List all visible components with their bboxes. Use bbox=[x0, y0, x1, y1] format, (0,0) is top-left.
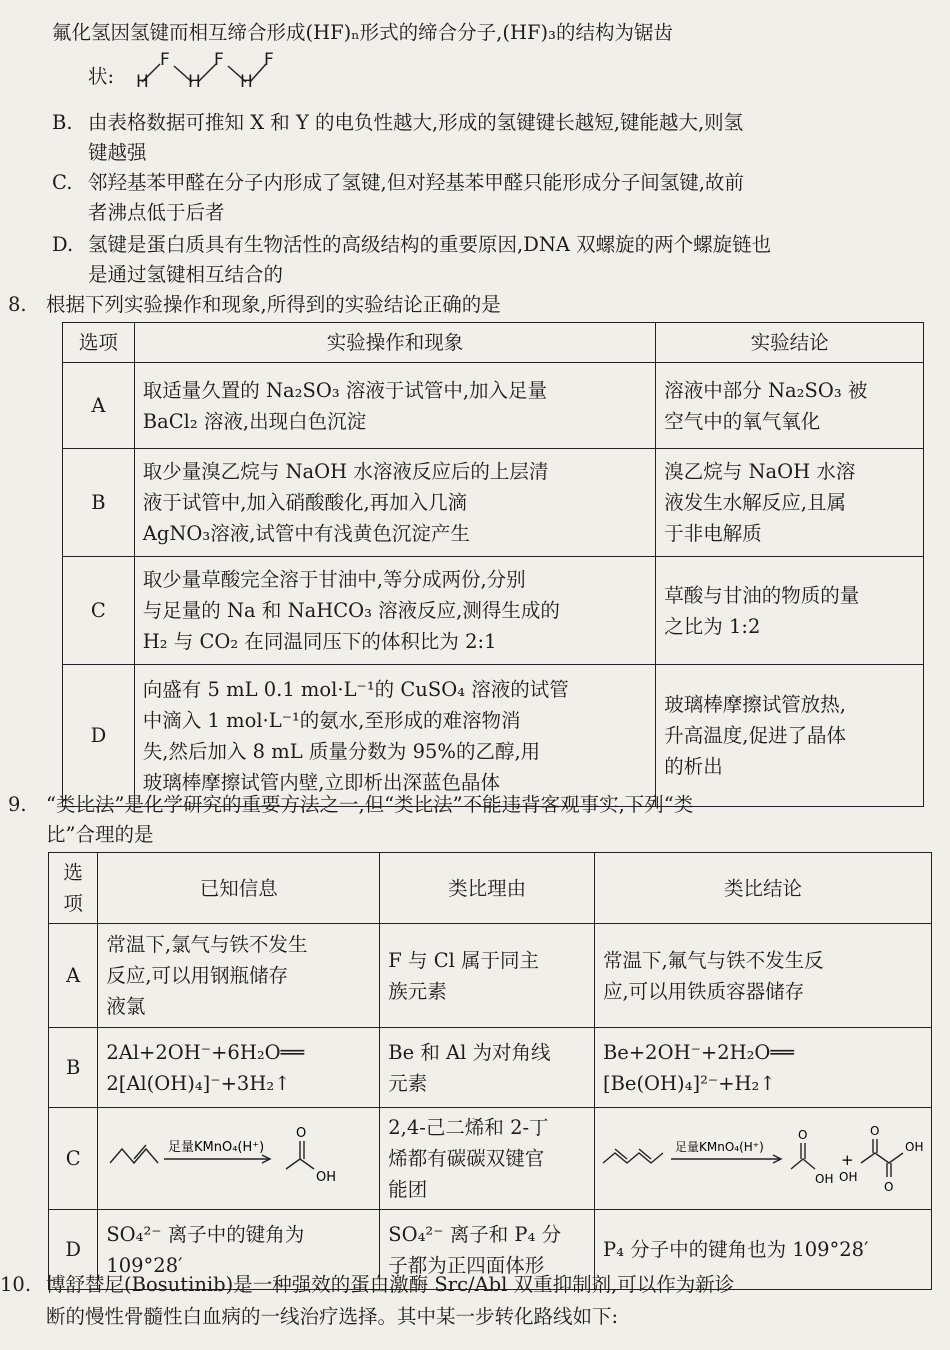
atom-o: O bbox=[883, 1180, 894, 1193]
header-known-info: 已知信息 bbox=[98, 853, 380, 924]
option-cell: A bbox=[63, 363, 135, 449]
info-cell bbox=[98, 924, 380, 1028]
atom-o: O bbox=[296, 1126, 307, 1141]
info-cell bbox=[98, 1108, 380, 1210]
option-cell: B bbox=[49, 1028, 98, 1108]
cell-line: 于非电解质 bbox=[664, 522, 762, 545]
plus-sign: + bbox=[840, 1151, 854, 1169]
cell-line: 109°28′ bbox=[106, 1253, 183, 1277]
q7-option-a-line1: 氟化氢因氢键而相互缔合形成(HF)ₙ形式的缔合分子,(HF)₃的结构为锯齿 bbox=[52, 21, 673, 44]
q7-option-d-label: D. bbox=[52, 233, 74, 256]
acetic-acid-skeleton bbox=[286, 1159, 314, 1169]
cell-line: 升高温度,促进了晶体 bbox=[664, 724, 846, 747]
cell-line: F 与 Cl 属于同主 bbox=[388, 948, 540, 972]
cell-line: 失,然后加入 8 mL 质量分数为 95%的乙醇,用 bbox=[142, 739, 541, 763]
operation-cell bbox=[134, 449, 656, 557]
butene-skeleton bbox=[110, 1149, 158, 1163]
q8-number: 8. bbox=[8, 293, 27, 316]
cell-line: 常温下,氯气与铁不发生 bbox=[106, 933, 308, 956]
atom-h: H bbox=[188, 72, 201, 92]
header-conclusion: 实验结论 bbox=[656, 323, 924, 363]
cell-line: 取少量溴乙烷与 NaOH 水溶液反应后的上层清 bbox=[142, 460, 549, 483]
q7-option-c-line1: 邻羟基苯甲醛在分子内形成了氢键,但对羟基苯甲醛只能形成分子间氢键,故前 bbox=[88, 171, 744, 194]
cell-line: 玻璃棒摩擦试管放热, bbox=[664, 693, 846, 716]
header-operation: 实验操作和现象 bbox=[134, 323, 656, 363]
option-cell: C bbox=[63, 557, 135, 665]
table-row bbox=[63, 665, 924, 807]
cell-line: BaCl₂ 溶液,出现白色沉淀 bbox=[142, 409, 367, 433]
q7-option-c-line2: 者沸点低于后者 bbox=[88, 201, 225, 224]
atom-h: H bbox=[136, 72, 149, 92]
atom-o: O bbox=[797, 1128, 808, 1142]
table-row bbox=[63, 557, 924, 665]
header-conclusion: 类比结论 bbox=[594, 853, 931, 924]
cell-line: Be 和 Al 为对角线 bbox=[388, 1040, 551, 1064]
reagent-label: 足量KMnO₄(H⁺) bbox=[168, 1140, 265, 1155]
conclusion-cell bbox=[656, 363, 924, 449]
q7-option-d-line1: 氢键是蛋白质具有生物活性的高级结构的重要原因,DNA 双螺旋的两个螺旋链也 bbox=[88, 233, 772, 256]
table-header-row bbox=[63, 323, 924, 363]
cell-line: 与足量的 Na 和 NaHCO₃ 溶液反应,测得生成的 bbox=[142, 599, 560, 622]
oxalic-acid-skeleton bbox=[861, 1153, 903, 1163]
cell-line: 应,可以用铁质容器储存 bbox=[602, 979, 805, 1003]
info-cell bbox=[98, 1028, 380, 1108]
cell-line: 空气中的氧气氧化 bbox=[664, 409, 821, 433]
q8-stem: 根据下列实验操作和现象,所得到的实验结论正确的是 bbox=[46, 293, 501, 316]
q10-stem-line1: 博舒替尼(Bosutinib)是一种强效的蛋白激酶 Src/Abl 双重抑制剂,可以作为新诊 bbox=[46, 1273, 735, 1296]
cell-line: 溴乙烷与 NaOH 水溶 bbox=[664, 460, 856, 483]
operation-cell bbox=[134, 665, 656, 807]
q7-option-d-line2: 是通过氢键相互结合的 bbox=[88, 263, 284, 286]
cell-line: 2,4-己二烯和 2-丁 bbox=[388, 1116, 549, 1139]
q9-number: 9. bbox=[8, 793, 27, 816]
reason-cell bbox=[380, 1108, 595, 1210]
q7-option-b-line1: 由表格数据可推知 X 和 Y 的电负性越大,形成的氢键键长越短,键能越大,则氢 bbox=[88, 111, 744, 134]
cell-line: H₂ 与 CO₂ 在同温同压下的体积比为 2:1 bbox=[142, 630, 497, 653]
cell-line: 溶液中部分 Na₂SO₃ 被 bbox=[664, 378, 868, 402]
conclusion-cell bbox=[656, 557, 924, 665]
atom-oh: OH bbox=[814, 1172, 834, 1186]
atom-f: F bbox=[160, 50, 170, 70]
operation-cell bbox=[134, 363, 656, 449]
atom-oh: OH bbox=[904, 1140, 924, 1154]
cell-line: 的析出 bbox=[664, 755, 723, 778]
table-row bbox=[63, 363, 924, 449]
atom-o: O bbox=[869, 1124, 880, 1138]
cell-line: 液氯 bbox=[106, 995, 146, 1018]
conclusion-cell bbox=[594, 924, 931, 1028]
q8-table bbox=[62, 322, 924, 807]
hexadiene-skeleton bbox=[603, 1153, 663, 1163]
atom-oh: OH bbox=[838, 1170, 858, 1184]
cell-line: 烯都有碳碳双键官 bbox=[388, 1147, 545, 1170]
q7-option-c-label: C. bbox=[52, 171, 73, 194]
cell-line: 玻璃棒摩擦试管内壁,立即析出深蓝色晶体 bbox=[142, 770, 500, 794]
reagent-label: 足量KMnO₄(H⁺) bbox=[674, 1140, 764, 1154]
cell-line: 常温下,氟气与铁不发生反 bbox=[602, 948, 824, 972]
cell-line: 能团 bbox=[388, 1178, 428, 1201]
atom-f: F bbox=[214, 50, 224, 70]
cell-line: 反应,可以用钢瓶储存 bbox=[106, 964, 289, 987]
reason-cell bbox=[380, 924, 595, 1028]
cell-line: 子都为正四面体形 bbox=[388, 1253, 545, 1277]
hexadiene-oxidation-scheme bbox=[599, 1115, 927, 1193]
cell-line: 元素 bbox=[388, 1071, 428, 1095]
cell-line: 取适量久置的 Na₂SO₃ 溶液于试管中,加入足量 bbox=[142, 378, 548, 402]
conclusion-cell bbox=[656, 449, 924, 557]
cell-line: 液于试管中,加入硝酸酸化,再加入几滴 bbox=[142, 491, 468, 514]
header-reason: 类比理由 bbox=[380, 853, 595, 924]
header-option: 选项 bbox=[49, 853, 98, 924]
cell-line: 取少量草酸完全溶于甘油中,等分成两份,分别 bbox=[142, 568, 526, 591]
cell-line: Be+2OH⁻+2H₂O══ bbox=[602, 1040, 794, 1064]
atom-f: F bbox=[264, 50, 274, 70]
atom-h: H bbox=[240, 72, 253, 92]
option-cell: D bbox=[63, 665, 135, 807]
q9-stem-line2: 比”合理的是 bbox=[46, 823, 154, 846]
cell-line: SO₄²⁻ 离子中的键角为 bbox=[106, 1222, 305, 1246]
table-row bbox=[49, 924, 932, 1028]
table-row bbox=[49, 1028, 932, 1108]
q7-option-b-line2: 键越强 bbox=[88, 141, 147, 164]
reason-cell bbox=[380, 1028, 595, 1108]
q7-option-b-label: B. bbox=[52, 111, 73, 134]
option-cell: B bbox=[63, 449, 135, 557]
acetic-acid-skeleton bbox=[791, 1159, 815, 1169]
operation-cell bbox=[134, 557, 656, 665]
q9-table bbox=[48, 852, 932, 1290]
cell-line: 2Al+2OH⁻+6H₂O══ bbox=[106, 1040, 305, 1064]
table-header-row bbox=[49, 853, 932, 924]
q9-stem-line1: “类比法”是化学研究的重要方法之一,但“类比法”不能违背客观事实,下列“类 bbox=[46, 793, 694, 816]
cell-line: 草酸与甘油的物质的量 bbox=[664, 583, 860, 607]
header-option: 选项 bbox=[63, 323, 135, 363]
cell-line: P₄ 分子中的键角也为 109°28′ bbox=[602, 1238, 869, 1261]
cell-line: 中滴入 1 mol·L⁻¹的氨水,至形成的难溶物消 bbox=[142, 708, 521, 732]
q7-option-a-line2: 状: bbox=[88, 65, 115, 88]
option-cell: A bbox=[49, 924, 98, 1028]
atom-oh: OH bbox=[316, 1170, 337, 1185]
cell-line: 2[Al(OH)₄]⁻+3H₂↑ bbox=[106, 1071, 291, 1095]
cell-line: 族元素 bbox=[388, 979, 447, 1003]
conclusion-cell bbox=[656, 665, 924, 807]
cell-line: AgNO₃溶液,试管中有浅黄色沉淀产生 bbox=[142, 522, 470, 545]
q10-number: 10. bbox=[0, 1273, 32, 1296]
cell-line: SO₄²⁻ 离子和 P₄ 分 bbox=[388, 1222, 562, 1246]
q10-stem-line2: 断的慢性骨髓性白血病的一线治疗选择。其中某一步转化路线如下: bbox=[46, 1305, 619, 1328]
cell-line: [Be(OH)₄]²⁻+H₂↑ bbox=[602, 1071, 776, 1095]
conclusion-cell bbox=[594, 1028, 931, 1108]
conclusion-cell bbox=[594, 1108, 931, 1210]
cell-line: 向盛有 5 mL 0.1 mol·L⁻¹的 CuSO₄ 溶液的试管 bbox=[142, 677, 569, 701]
cell-line: 之比为 1:2 bbox=[664, 614, 761, 638]
cell-line: 液发生水解反应,且属 bbox=[664, 491, 846, 514]
option-cell: C bbox=[49, 1108, 98, 1210]
butene-oxidation-scheme bbox=[102, 1115, 374, 1193]
option-cell: D bbox=[49, 1210, 98, 1290]
table-row bbox=[63, 449, 924, 557]
table-row bbox=[49, 1108, 932, 1210]
